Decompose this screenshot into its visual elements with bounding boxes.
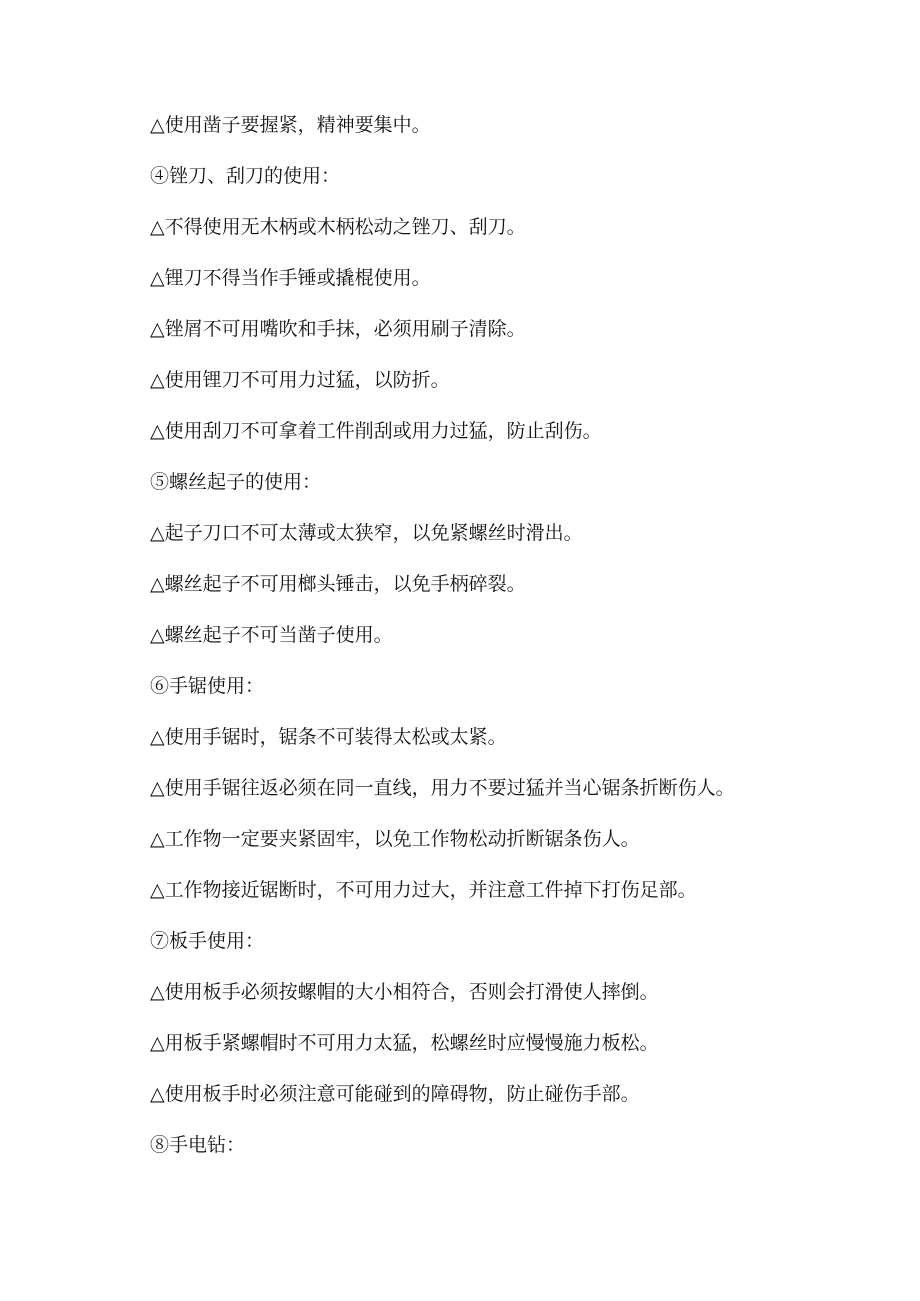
file-not-hammer-rule: △锂刀不得当作手锤或撬棍使用。 xyxy=(150,267,431,289)
screwdriver-blade-rule: △起子刀口不可太薄或太狭窄，以免紧螺丝时滑出。 xyxy=(150,522,583,544)
file-force-rule: △使用锂刀不可用力过猛，以防折。 xyxy=(150,369,450,391)
screwdriver-hammer-rule: △螺丝起子不可用榔头锤击，以免手柄碎裂。 xyxy=(150,573,526,595)
section-heading-file-scraper: ④锉刀、刮刀的使用： xyxy=(150,165,341,187)
wrench-force-rule: △用板手紧螺帽时不可用力太猛，松螺丝时应慢慢施力板松。 xyxy=(150,1032,659,1054)
saw-straight-line-rule: △使用手锯往返必须在同一直线，用力不要过猛并当心锯条折断伤人。 xyxy=(150,777,735,799)
section-heading-wrench: ⑦板手使用： xyxy=(150,930,265,952)
file-shavings-rule: △锉屑不可用嘴吹和手抹，必须用刷子清除。 xyxy=(150,318,526,340)
saw-blade-tension-rule: △使用手锯时，锯条不可装得太松或太紧。 xyxy=(150,726,507,748)
wrench-obstacle-rule: △使用板手时必须注意可能碰到的障碍物，防止碰伤手部。 xyxy=(150,1083,640,1105)
workpiece-clamp-rule: △工作物一定要夹紧固牢，以免工作物松动折断锯条伤人。 xyxy=(150,828,640,850)
file-handle-rule: △不得使用无木柄或木柄松动之锉刀、刮刀。 xyxy=(150,216,526,238)
scraper-force-rule: △使用刮刀不可拿着工件削刮或用力过猛，防止刮伤。 xyxy=(150,420,602,442)
document-body xyxy=(150,113,850,1184)
section-heading-hand-drill: ⑧手电钻： xyxy=(150,1134,246,1156)
wrench-size-rule: △使用板手必须按螺帽的大小相符合，否则会打滑使人摔倒。 xyxy=(150,981,659,1003)
section-heading-hand-saw: ⑥手锯使用： xyxy=(150,675,265,697)
section-heading-screwdriver: ⑤螺丝起子的使用： xyxy=(150,471,322,493)
screwdriver-chisel-rule: △螺丝起子不可当凿子使用。 xyxy=(150,624,393,646)
workpiece-finish-rule: △工作物接近锯断时，不可用力过大，并注意工件掉下打伤足部。 xyxy=(150,879,697,901)
chisel-grip-rule: △使用凿子要握紧，精神要集中。 xyxy=(150,114,431,136)
